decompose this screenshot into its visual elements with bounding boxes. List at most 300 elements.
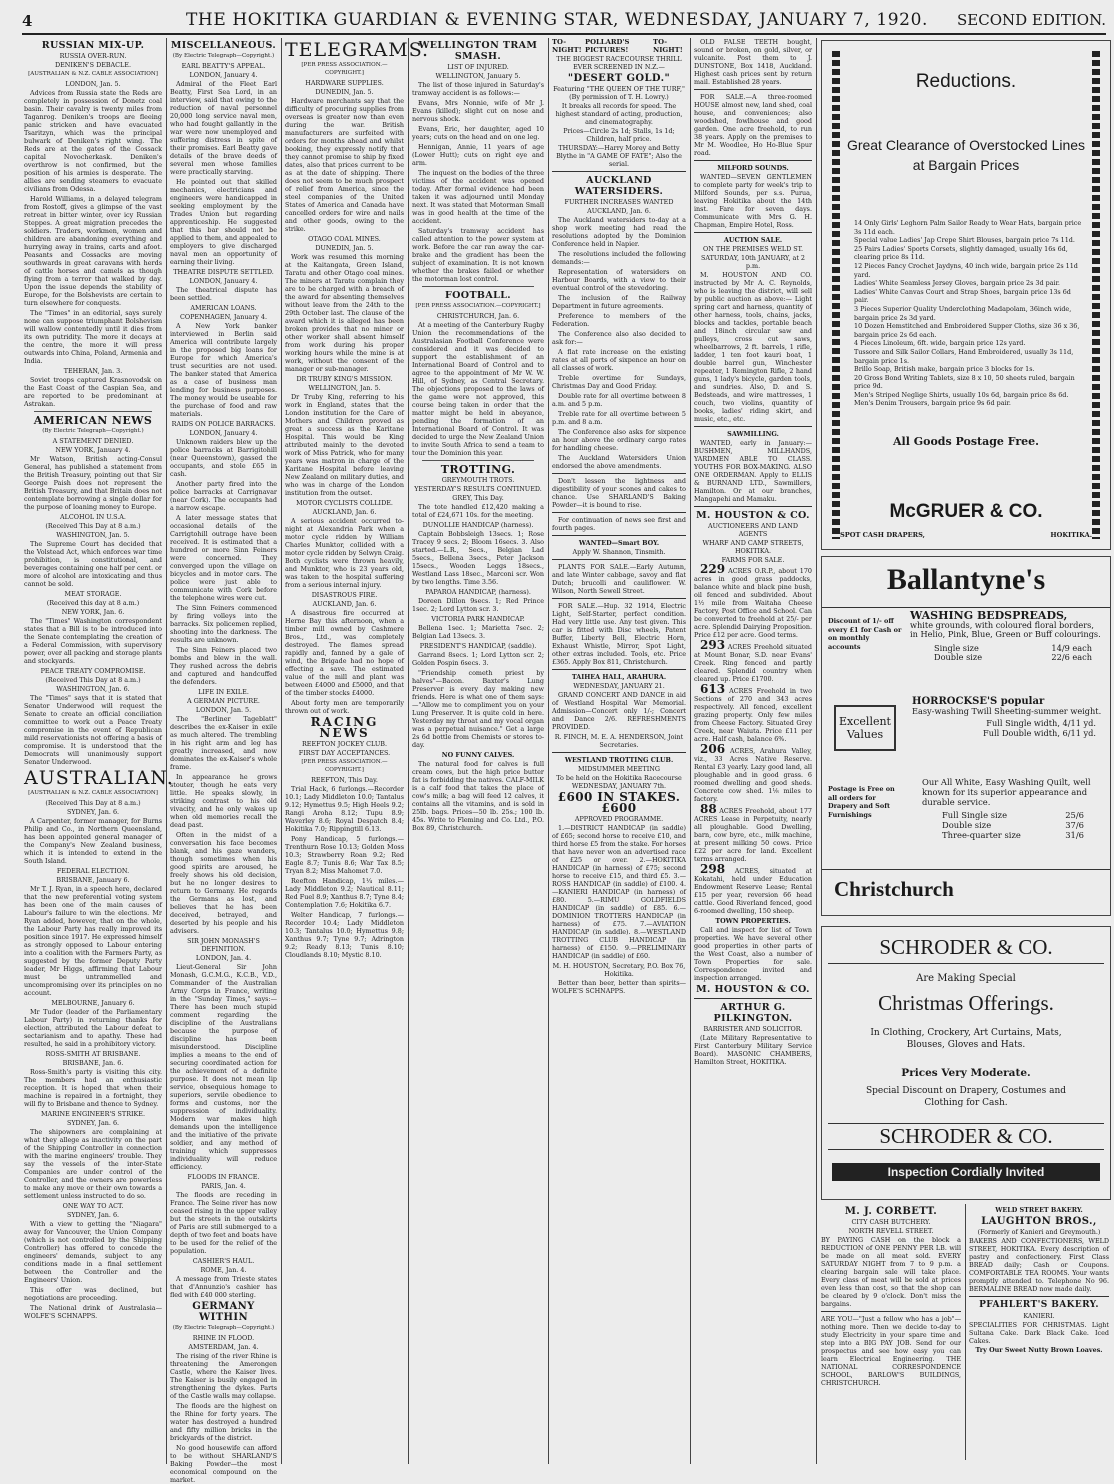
film-title: "DESERT GOLD.": [567, 73, 671, 84]
article-paragraph: Saturday's tramway accident has called attention to the power system at work. Before the car ran away the car-brake and the gradient has been the subject of examination. It is not known whether the brakes failed or whether the motorman lost control.: [412, 227, 544, 283]
subhead: FURTHER INCREASES WANTED: [564, 198, 674, 206]
dateline: AUCKLAND, Jan. 6.: [312, 600, 377, 608]
headline-auckland-watersiders: AUCKLAND WATERSIDERS.: [574, 175, 664, 197]
subhead: YESTERDAY'S RESULTS CONTINUED.: [414, 485, 542, 493]
article-paragraph: The floods are the highest on the Rhine for forty years. The water has destroyed a hundred and fifty million bricks in the brickyards of the district.: [170, 1402, 277, 1442]
subhead: AMERICAN LOANS.: [190, 304, 257, 312]
advert-line: The National drink of Australasia—WOLFE'S SCHNAPPS.: [24, 1304, 162, 1320]
advert-heading: TOWN PROPERTIES.: [715, 917, 791, 925]
advert-heading: PFAHLERT'S BAKERY.: [979, 1300, 1099, 1310]
article-paragraph: Often in the midst of a conversation his face becomes blank, and his gaze wanders, though sometimes when his good spirits are aroused, he freely shows his old decision, but he no longer desires to return to Germany. He regards the Germans as lost, and believes that he has been deceived, betrayed, and deserted by his people and his advisers.: [170, 831, 277, 935]
subhead: RAIDS ON POLICE BARRACKS.: [171, 420, 276, 428]
advert-signature: R. FINCH, M. E. A. HENDERSON, Joint Secretaries.: [554, 733, 684, 749]
advert-heading: WELD STREET BAKERY.: [995, 1206, 1083, 1214]
article-paragraph: The inquest on the bodies of the three victims of the accident was opened today. After formal evidence had been taken it was adjourned until Monday next. It was stated that Motorman Small was in good health at the time of the accident.: [412, 169, 544, 225]
bedspreads-description: white grounds, with coloured floral borders, in Helio, Pink, Blue, Green or Buff colourings.: [910, 619, 1101, 640]
column-rule: [690, 38, 691, 1464]
subhead: SIR JOHN MONASH'S DEFINITION.: [187, 937, 260, 953]
article-paragraph: The list of those injured in Saturday's tramway accident is as follows:—: [412, 81, 544, 97]
article-paragraph: Treble rate for all overtime between 5 p.m. and 8 a.m.: [552, 410, 686, 426]
article-paragraph: A New York banker interviewed in Berlin said America will contribute largely in the proposed big loans for Europe for which America's trust securities are not used. The banker stated that America as a case of business man lending for business purposes. The money would be useable for the purchase of food and raw materials.: [170, 322, 277, 418]
farm-listing: [694, 638, 812, 683]
divider: [552, 559, 686, 560]
advert-heading: M. J. CORBETT.: [844, 1206, 938, 1217]
farm-listing: [694, 802, 812, 863]
advert-line: SPECIALITIES FOR CHRISTMAS. Light Sultana Cake. Dark Black Cake. Iced Cakes.: [969, 1321, 1109, 1345]
article-paragraph: A Carpenter, former manager, for Burns Philip and Co., in Northern Queensland, has been appointed general manager of the Company's New Zealand business, which it is intended to extend in the South Island.: [24, 817, 162, 865]
farm-listing: [694, 862, 812, 915]
farm-description: ACRES Freehold, about 177 ACRES Lease in Perpetuity, nearly all ploughable. Good Dwelling, barn, cow byre, etc., milk machine, at present milking 50 cows. Price £22 per acre for land. Excellent terms arranged.: [694, 807, 812, 863]
clearance-item: 14 Only Girls' Leghorn Palm Sailor Ready to Wear Hats, bargain price 3s 11d each.: [854, 219, 1082, 236]
race-title: DUNOLLIE HANDICAP (harness).: [422, 521, 534, 529]
tonight-label: TO-NIGHT!: [552, 38, 582, 54]
column-rule: [548, 38, 549, 1464]
article-paragraph: The shipowners are complaining at what they allege as inactivity on the part of the Shipping Controller in connection with the marine engineers' trouble. They say the vessels of the inter-State Companies are under control of the Controller, and the owners are powerless to make any move or their own towards a settlement unless instructed to do so.: [24, 1128, 162, 1200]
farm-description: ACRES Freehold situated at Mount Bonar, S.D. near Evans' Creek. Ring fenced and partly cleared. Splendid country when cleared up. Price £1700.: [694, 643, 812, 683]
advert-line: ARE YOU—"Just a fellow who has a job"—nothing more. Then we decide to-day to study Electricity in your spare time and step into a BIG PAY JOB. Send for our prospectus and see how easy you can learn Electrical Engineering. THE NATIONAL CORRESPONDENCE SCHOOL, BARLOW'S BUILDINGS, CHRISTCHURCH.: [821, 1315, 961, 1387]
divider: [422, 286, 534, 287]
dateline: LONDON, Jan. 4.: [195, 954, 252, 962]
divider: [821, 1311, 961, 1312]
size-label: Three-quarter size: [942, 830, 1021, 840]
advert-heading: WANTED—Smart BOY.: [578, 539, 660, 547]
advert-subhead: AUCTIONEERS AND LAND AGENTS: [708, 522, 798, 538]
headline-trotting: TROTTING.: [440, 463, 516, 476]
advert-line: M. HOUSTON AND CO. instructed by Mr A. C. Reynolds, who is leaving the district, will sell by public auction as above:— Light spring cart and harness, quantity of other harness, tools, chains, jacks, blocks and tackles, portable beach and 18inch circular saw and pulleys, cross cut saws, wheelbarrows, 2 ft. barrels, 1 rifle, ladder, 1 ten foot kauri boat, 1 double barrel gun, Winchester repeater, 1 Remington Rifle, 2 hand guns, 1 lady's bicycle, garden tools, and sundries. Also, D. and S. Bedsteads, and wire mattresses, 1 couch, two violins, quantity of books, ladies' riding skirt, and music, etc., etc.: [694, 271, 812, 423]
sheeting-block: [912, 697, 1104, 738]
mcgruer-brand: McGRUER & CO.: [889, 501, 1043, 522]
article-paragraph: Evans, Mrs Nonnie, wife of Mr J. Evans (killed); slight cut on nose and nervous shock.: [412, 99, 544, 123]
dateline: LONDON, January 4.: [189, 71, 258, 79]
farm-acres: 229: [700, 562, 726, 576]
headline-football: FOOTBALL.: [444, 290, 512, 301]
advert-subhead: APPROVED PROGRAMME.: [574, 815, 664, 823]
pictures-banner: [552, 38, 686, 54]
stakes-banner: £600 IN STAKES. £600: [557, 790, 681, 815]
dateline: SYDNEY, Jan. 6.: [66, 1211, 120, 1219]
race-result: Doreen Dillon 9secs. 1; Red Prince 1sec. 2; Lord Lytton scr. 3.: [412, 597, 544, 613]
advert-date: SATURDAY, 10th JANUARY, at 2 p.m.: [700, 254, 805, 270]
dateline: ROME, Jan. 4.: [200, 1266, 247, 1274]
farm-description: ACRES O.R.P., about 170 acres in good grass paddocks, balance white and black pine bush, oil fenced and subdivided. About 1½ mile from Waitaha Cheese Factory, Post Office and School. Can be converted to freehold at 25/- per acre. Splendid Dairying Proposition. Price £12 per acre. Good terms.: [694, 567, 812, 639]
clearance-item: 25 Pairs Ladies' Sports Corsets, slightly damaged, usually 16s 6d, clearing price 8s 11d.: [854, 244, 1068, 262]
race-result: Bellena 1sec. 1; Marietta 7sec. 2; Belgian Lad 13secs. 3.: [412, 624, 544, 640]
subhead: FIRST DAY ACCEPTANCES.: [298, 749, 391, 757]
dateline: BRISBANE, Jan. 6.: [62, 1059, 124, 1067]
masthead-rule: [22, 33, 1106, 35]
advert-subhead: KANIERI.: [1023, 1312, 1055, 1320]
clearance-item: 10 Dozen Hemstitched and Embroidered Supper Cloths, size 36 x 36, bargain price 2s 6d each.: [854, 322, 1080, 339]
subhead: A STATEMENT DENIED.: [52, 437, 134, 445]
advert-line: WANTED, early in January:— BUSHMEN, MILLHANDS, YARDMEN ABLE TO CLASS. YOUTHS FOR BOX-MAKING. ALSO ONE ORDERMAN. Apply to ELLIS & BURNAND LTD., Sawmillers, Hamilton. Or at our branches, Mangapehi and Mamaku.: [694, 439, 812, 503]
price: 31/6: [1065, 830, 1084, 840]
divider: [552, 535, 686, 536]
size-label: Double size: [942, 820, 992, 830]
subhead: CASHIER'S HAUL.: [192, 1257, 255, 1265]
source-line: (By Electric Telegraph—Copyright.): [172, 1325, 275, 1331]
christmas-offerings: Christmas Offerings.: [878, 991, 1054, 1015]
postage-note: All Goods Postage Free.: [893, 435, 1039, 448]
source-line: (By Electric Telegraph—Copyright.): [42, 428, 144, 434]
clearance-item: Brillo Soap, British make, bargain price 3 blocks for 1s.: [854, 365, 1035, 374]
sheeting-price: Full Double width, 6/11 yd.: [983, 727, 1096, 738]
bedspreads-block: [910, 611, 1104, 663]
article-paragraph: At a meeting of the Canterbury Rugby Union the recommendations of the Australasian Football Conference were considered and it was decided to support the establishment of an International Board of Control and to agree to the appointment of Mr W. W. Hill, of Sydney, as Central Secretary. The objections proposed to the laws of the game were not approved, this course being taken in order that the matter might be held in abeyance, pending the formation of an International Board of Control. It was decided to urge the New Zealand Union to invite South Africa to send a team to tour the Dominion this year.: [412, 321, 544, 457]
clearance-item: Ladies' White Seamless Jersey Gloves, bargain price 2s 3d pair.: [854, 279, 1060, 288]
article-paragraph: Mr Watson, British acting-Consul General, has published a statement from the British Treasury, pointing out that Sir George Paish does not represent the British Treasury, and that Britain does not contemplate borrowing a single dollar for the purpose of loaning money to Europe.: [24, 455, 162, 511]
article-paragraph: A later message states that occasional details of the Carrigtohill outrage have been received. It is estimated that a hundred or more Sinn Feiners were concerned. They converged upon the village on bicycles and in motor cars. The police were just able to communicate with Cork before the telephone wires were cut.: [170, 514, 277, 602]
column-rule: [965, 1204, 966, 1460]
subhead: LIST OF INJURED.: [447, 63, 509, 71]
source-line: [AUSTRALIAN & N.Z. CABLE ASSOCIATION]: [28, 790, 158, 796]
subhead: LIFE IN EXILE.: [198, 688, 249, 696]
clearance-item: 3 Pieces Superior Quality Underclothing Madapolam, 36inch wide, bargain price 2s 3d yard.: [854, 304, 1072, 322]
race-result: Captain Bobbsleigh 13secs. 1; Rose Tracey 9 secs. 2; Bloom 16secs. 3. Also started.—L.R., Secs., Belgian Lad 5secs., Bellena 3secs., Peter Jackson 15secs., Wooden Leggs 18secs., Westland Lass 18sec., Marconi scr. Won by two lengths. Time 3.56.: [412, 530, 544, 586]
sheeting-description: Easy-washing Twill Sheeting-summer weight.: [912, 705, 1102, 716]
sheeting-price: Full Single width, 4/11 yd.: [986, 718, 1096, 729]
column-3: [285, 38, 430, 1464]
divider: [822, 607, 1110, 608]
article-paragraph: The "Times" says that it is stated that Senator Underwood will request the Senate to create an official conciliation committee to work out a Peace Treaty compromise in the event of Republican mild reservationists not offering a basis of compromise. It is understood that the Democrats will unanimously support Senator Underwood.: [24, 694, 162, 766]
headline-tram-smash: WELLINGTON TRAM SMASH.: [418, 40, 538, 62]
article-paragraph: A message from Trieste states that d'Annunzio's cashier has fled with £40 000 sterling.: [170, 1275, 277, 1299]
pollards-label: POLLARD'S PICTURES!: [584, 38, 630, 54]
farm-listing: [694, 742, 812, 803]
article-paragraph: The rising of the river Rhine is threatening the Amerongen Castle, where the Kaiser lives. The Kaiser is busily engaged in strengthening the dykes. Parts of the Castle walls may collapse.: [170, 1352, 277, 1400]
advert-line: OLD FALSE TEETH bought, sound or broken, on gold, silver, or vulcanite. Post them to J. DUNSTONE, Box 1418, Auckland. Highest cash prices sent by return mail. Established 28 years.: [694, 38, 812, 86]
brand-footer: [840, 531, 1092, 539]
advert-line: For continuation of news see first and fourth pages.: [552, 516, 686, 532]
article-paragraph: He pointed out that skilled mechanics, electricians and engineers were handicapped in seeking employment by the Trades Union but regarding apprenticeship. He suggested that this bar should not be applied to them, and appealed to employers to give discharged naval men an opportunity of earning their living.: [170, 178, 278, 266]
border-ornament: [1092, 51, 1100, 539]
dateline: SYDNEY, Jan. 6.: [66, 1119, 120, 1127]
article-paragraph: The Conference also asks for sixpence an hour above the ordinary cargo rates for handling cheese.: [552, 428, 686, 452]
dateline: WELLINGTON, Jan. 5.: [308, 384, 381, 392]
divider: [694, 998, 812, 999]
headline-racing-news: RACING NEWS: [310, 715, 379, 740]
divider: [694, 160, 812, 161]
subhead: DR TRUBY KING'S MISSION.: [296, 375, 393, 383]
farm-acres: 613: [700, 682, 726, 696]
subhead: THEATRE DISPUTE SETTLED.: [173, 268, 274, 276]
article-paragraph: Representation of watersiders on Harbour Boards, with a view to their eventual control of the stevedoring.: [552, 268, 686, 292]
farm-description: ACRES Freehold in two Sections of 270 and 343 acres respectively. All fenced, excellent grazing property. Only few miles from Cheese Factory. Situated Grey Creek, near Waiuta. Price £11 per acre. Half cash, balance 6%.: [694, 687, 812, 743]
article-paragraph: Evans, Eric, her daughter, aged 10 years; cuts on the head and on one leg.: [412, 125, 544, 141]
advert-heading: TAIHEA HALL, ARAHURA.: [571, 673, 667, 681]
bedspreads-heading: WASHING BEDSPREADS,: [910, 609, 1068, 622]
masthead: [0, 0, 1114, 34]
divider: [694, 89, 812, 90]
farm-description: ACRES, Arahura Valley, viz., 33 Acres Native Reserve. Rental £3 yearly. Lazy good land, all ploughable and in good grass. 6 roomed dwelling and good sheds. Concrete cow shed. 1⅛ miles to factory.: [694, 747, 812, 803]
advert-subhead: ON THE PREMISES WELD ST.: [702, 245, 804, 253]
divider: [552, 752, 686, 753]
farm-acres: 206: [700, 742, 726, 756]
advert-line: BAKERS AND CONFECTIONERS, WELD STREET, HOKITIKA. Every description of pastry and confectionery. First Class BREAD daily; Cash or Coupons. COMFORTABLE TEA ROOMS. Your wants promptly attended to. Telephone No 96. BERMALINE BREAD now made daily.: [969, 1237, 1109, 1293]
article-paragraph: Double rate for all overtime between 8 a.m. and 5 p.m.: [552, 392, 686, 408]
subhead: PEACE TREATY COMPROMISE.: [40, 667, 146, 675]
column-5: [552, 38, 686, 1464]
advert-line: (Late Military Representative to First Canterbury Military Service Board). MASONIC CHAMBERS, Hamilton Street, HOKITIKA.: [694, 1034, 812, 1066]
subhead: ALCOHOL IN U.S.A.: [60, 513, 126, 521]
article-paragraph: The Sinn Feiners placed two bombs and blew in the wall. They rushed across the debris and captured and handcuffed the defenders.: [170, 646, 277, 686]
article-paragraph: Welter Handicap, 7 furlongs.—Recorder 10.4; Lady Middleton 10.3; Tantalus 10.0; Hymettus 9.8; Xanthus 9.7; Tyne 9.7; Adrington 9.2; Ready 8.13; Tunis 8.10; Cloudlands 8.10; Mystic 8.10.: [285, 911, 404, 959]
article-paragraph: Work was resumed this morning at the Kaitangata, Green Island, Taratu and other Otago coal mines. The miners at Taratu complain they are to be charged with a breach of the award for absenting themselves without leave from the 24th to the 29th October last. The clause of the award which it is alleged has been broken provides that no miner or other worker shall absent himself from work during his proper working hours while the mine is at work, without the consent of the manager or sub-manager.: [285, 253, 404, 373]
headline-australian: AUSTRALIAN.: [24, 767, 174, 789]
article-paragraph: The floods are receding in France. The Seine river has now ceased rising in the upper valley but the streets in the outskirts of Paris are still submerged to a depth of two feet and boats have to be used for the relief of the population.: [170, 1191, 277, 1255]
advert-line: The natural food for calves is full cream cows, but the high price butter fat is forbidding the natives. CALF-MILK is a calf food that takes the place of cow's milk; a bag will feed 12 calves, it contains all the vitamins, and is sold in 25lb. bags. Prices—50 lb. 25s.; 100 lb. 45s. Write to Fleming and Co. Ltd., P.O. Box 89, Christchurch.: [412, 760, 544, 832]
schroder-brand: SCHRODER & CO.: [828, 935, 1104, 964]
advert-subhead: FARMS FOR SALE.: [721, 556, 785, 564]
dateline: LONDON, January 4.: [189, 429, 258, 437]
film-credit: Featuring "THE QUEEN OF THE TURF," (By permission of T. H. Lowry.): [553, 85, 685, 101]
column-rule: [281, 38, 282, 1464]
clearance-item: Tussore and Silk Sailor Collars, Hand Embroidered, usually 3s 11d, bargain price 1s.: [854, 347, 1074, 365]
article-paragraph: The tote handled £12,420 making a total of £24,671 10s. for the meeting.: [412, 503, 544, 519]
quilt-block: [922, 777, 1104, 840]
subhead: EARL BEATTY'S APPEAL.: [181, 62, 266, 70]
advert-heading: LAUGHTON BROS.,: [981, 1216, 1097, 1227]
article-paragraph: Hardware merchants say that the difficulty of procuring supplies from overseas is greater now than even during the war. British manufacturers are surfeited with orders for months ahead and whilst booking, they expressly notify that they cannot promise to ship by fixed dates, also that prices current to be as at the date of shipping. There does not seem to be much prospect of relief from America, since the steel companies of the United States of America and Canada have cancelled orders for wire and nails and other goods, owing to the strike.: [285, 97, 404, 233]
clearance-item: 20 Gross Bond Writing Tablets, size 8 x 10, 50 sheets ruled, bargain price 9d.: [854, 373, 1075, 391]
received-note: (Received This Day at 8 a.m.): [45, 522, 141, 530]
newspaper-title: THE HOKITIKA GUARDIAN & EVENING STAR, WEDNESDAY, JANUARY 7, 1920.: [185, 10, 929, 30]
clearance-item: 4 Pieces Linoleum, 6ft. wide, bargain price 12s yard.: [854, 339, 1026, 348]
advert-signature: M. H. HOUSTON, Secretary, P.O. Box 76, Hokitika.: [552, 962, 686, 978]
ballantynes-title: Ballantyne's: [886, 563, 1046, 596]
article-paragraph: A disastrous fire occurred at Herne Bay this afternoon, when a timber mill owned by Cashmere Bros., Ltd., was completely destroyed. The flames spread rapidly and, fanned by a gale of wind, the Brigade had no hope of effecting a save. The estimated value of the mill and plant was between £4000 and £5000, and that of the timber stocks £4000.: [285, 609, 404, 697]
divider: [694, 506, 812, 507]
column-rule: [408, 38, 409, 1464]
subhead: ROSS-SMITH AT BRISBANE.: [45, 1050, 141, 1058]
dateline: SYDNEY, Jan. 6.: [66, 808, 120, 816]
dateline: LONDON, January 4.: [189, 277, 258, 285]
article-paragraph: Another party fired into the police barracks at Carrignavar (near Cork). The occupants had a narrow escape.: [170, 480, 277, 512]
article-paragraph: Reefton Handicap, 1¼ miles.—Lady Middleton 9.2; Nautical 8.11; Red Fuel 8.9; Xanthus 8.7; Tyne 8.4; Contemplation 7.6; Hokitika 6.7.: [285, 877, 404, 909]
divider: [422, 460, 534, 461]
article-paragraph: Trial Hack, 6 furlongs.—Recorder 10.1; Lady Middleton 10.0; Tantalus 9.12; Hymettus 9.5; High Heels 9.2; Rangi Aroha 8.12; Tupu 8.9; Waverley 8.6; Royal Despatch 8.4; Hokitika 7.0; Rippingtill 6.13.: [285, 785, 404, 833]
inspection-invited: Inspection Cordially Invited: [832, 1163, 1100, 1181]
dateline: NEW YORK, January 4.: [55, 446, 131, 454]
subhead: MEAT STORAGE.: [64, 590, 122, 598]
dateline: LONDON, Jan. 5.: [65, 80, 121, 88]
article-paragraph: Ross-Smith's party is visiting this city. The members had an enthusiastic reception. It is hoped that when their machine is repaired in a fortnight, they will fly to Brisbane and thence to Sydney.: [24, 1068, 162, 1108]
clearance-item: Men's Striped Neglige Shirts, usually 10s 6d, bargain price 8s 6d.: [854, 390, 1069, 399]
subhead: GREYMOUTH TROTS.: [441, 476, 515, 484]
subhead: RHINE IN FLOOD.: [192, 1334, 255, 1342]
column-1: [24, 38, 174, 1464]
article-paragraph: Unknown raiders blew up the police barracks at Barrigitohill (near Queenstown), gassed the occupants, and stole £65 in cash.: [170, 438, 277, 478]
article-paragraph: The Supreme Court has decided that the Volstead Act, which enforces war time prohibition, is constitutional, and beverages containing one half per cent. or more of alcohol are intoxicating and thus cannot be sold.: [24, 540, 162, 588]
advert-heading: AUCTION SALE.: [723, 236, 783, 244]
price: 25/6: [1065, 810, 1084, 820]
advert-subhead: MIDSUMMER MEETING: [578, 765, 660, 773]
discount-note: Discount of 1/- off every £1 for Cash or on monthly accounts: [828, 617, 902, 651]
article-paragraph: In appearance he grows stouter, though he eats very little. He speaks slowly, in striking contrast to his old vivacity, and he only wakes up when old memories recall the dead past.: [170, 773, 277, 829]
headline-american: AMERICAN NEWS: [33, 414, 153, 427]
divider: [552, 512, 686, 513]
dateline: WELLINGTON, January 5.: [435, 72, 521, 80]
article-paragraph: Advices from Russia state the Reds are completely in possession of Donetz coal basin. Their cavalry is twenty miles from Taganrog. Deniken's troops are fleeing panic stricken and have evacuated Tsaritzyn, which was the principal bulwark of Deniken's right wing. The Reds are at the gates of the Cossack capital Novocherkask. Deniken's overthrow is not confirmed, but the position of his armies is desperate. The allies are sending steamers to evacuate civilians from Odessa.: [24, 89, 162, 193]
subhead: RUSSIA OVER-RUN.: [59, 52, 127, 60]
quilt-description: Our All White, Easy Washing Quilt, well known for its superior appearance and durable service.: [922, 777, 1091, 807]
dateline: CHRISTCHURCH, Jan. 6.: [436, 312, 520, 320]
race-title: PAPAROA HANDICAP, (harness).: [425, 588, 531, 596]
race-result: Garrand 8secs. 1; Lord Lytton scr. 2; Golden Pospin 6secs. 3.: [412, 651, 544, 667]
advert-subhead: CITY CASH BUTCHERY.: [851, 1218, 931, 1226]
mcgruer-reductions-advert: [821, 40, 1111, 550]
column-rule: [816, 38, 817, 1464]
advert-title: Reductions.: [915, 71, 1017, 92]
advert-address: WHARF AND CAMP STREETS, HOKITIKA.: [702, 539, 804, 555]
article-paragraph: Dr Truby King, referring to his work in England, states that the London institution for the Care of Mothers and Children proved as great a success as the Karitane Hospital. This would be King attributed mainly to the devoted work of Miss Patrick, who for many years was matron in charge of the Karitane Hospital before leaving New Zealand on military duties, and who was in charge of the London institution from the outset.: [285, 393, 404, 497]
dateline: BRISBANE, January 6.: [56, 876, 130, 884]
advert-line: WANTED—SEVEN GENTLEMEN to complete party for week's trip to Milford Sounds, per s.s. Purua, leaving Hokitika about the 14th inst. Fare for seven days. Communicate with Mrs G. H. Chapman, Empire Hotel, Ross.: [694, 173, 812, 229]
schroder-lines: In Clothing, Crockery, Art Curtains, Mats, Blouses, Gloves and Hats.: [870, 1028, 1062, 1050]
subhead: FEDERAL ELECTION.: [56, 867, 130, 875]
excellent-values-badge: Excellent Values: [834, 705, 896, 751]
schroder-advert: [821, 926, 1111, 1200]
advert-heading: WESTLAND TROTTING CLUB.: [564, 756, 674, 764]
clearance-item: Special value Ladies' Jap Crepe Shirt Blouses, bargain price 7s 11d.: [854, 236, 1075, 245]
headline-russian: RUSSIAN MIX-UP.: [41, 40, 145, 51]
article-paragraph: The Auckland Watersiders Union endorsed the above amendments.: [552, 454, 686, 470]
race-title: PRESIDENT'S HANDICAP, (saddle).: [419, 642, 537, 650]
subhead: HARDWARE SUPPLIES.: [305, 79, 384, 87]
subhead: DISASTROUS FIRE.: [311, 591, 378, 599]
article-paragraph: A flat rate increase on the existing rates at all ports of sixpence an hour on all classes of work.: [552, 348, 686, 372]
subhead: FLOODS IN FRANCE.: [187, 1173, 260, 1181]
advert-subtitle: Great Clearance of Overstocked Lines at Bargain Prices: [846, 137, 1086, 173]
advert-line: Try Our Sweet Nutty Brown Loaves.: [975, 1346, 1103, 1354]
advert-line: Call and inspect for list of Town properties. We have several other good properties in other parts of the West Coast, also a number of Town Properties for sale. Correspondence invited and inspection arranged.: [694, 926, 812, 982]
article-paragraph: The "Berliner Tageblatt" describes the ex-Kaiser in exile as much altered. The trembling in his right arm and leg has greatly increased, and now dominates the ex-Kaiser's whole frame.: [170, 715, 277, 771]
size-label: Double size: [934, 652, 983, 663]
advert-subhead: (Formerly of Kanieri and Greymouth.): [977, 1228, 1101, 1236]
advert-heading: ARTHUR G. PILKINGTON.: [713, 1002, 793, 1024]
subhead: A GERMAN PICTURE.: [187, 697, 260, 705]
corbett-advert: [821, 1204, 961, 1460]
tonight-label: TO-NIGHT!: [653, 38, 683, 54]
received-note: (Received this day at 8 a.m.): [46, 599, 140, 607]
headline-miscellaneous: MISCELLANEOUS.: [170, 40, 277, 51]
dateline: DUNEDIN, Jan. 5.: [315, 244, 374, 252]
subhead: MOTOR CYCLISTS COLLIDE.: [296, 499, 393, 507]
advert-line: No good housewife can afford to be without SHARLAND'S Baking Powder—the most economical compound on the market.: [170, 1444, 277, 1484]
article-paragraph: Admiral of the Fleet Earl Beatty, First Sea Lord, in an interview, said that owing to the reduction of naval personnel 20,000 long service naval men, who had fought gallantly in the war were now unemployed and suffering distress in spite of their promises. Earl Beatty gave details of the brave deeds of several men whose families were practically starving.: [170, 80, 277, 176]
received-note: (Received This Day at 8 a.m.): [45, 676, 141, 684]
film-thursday: THURSDAY:—Harry Morey and Betty Blythe in "A GAME OF FATE"; Also the serial.: [556, 144, 682, 168]
advert-subhead: BARRISTER AND SOLICITOR.: [703, 1025, 803, 1033]
schroder-brand-2: SCHRODER & CO.: [828, 1123, 1104, 1150]
source-line: [PER PRESS ASSOCIATION.—COPYRIGHT.]: [301, 62, 388, 76]
dateline: AUCKLAND, Jan. 6.: [587, 207, 651, 215]
advert-line: "Friendship cometh priest by halves"—Bacon. Baxter's Lung Preserver is every day making new friends. Here is what one of them says:—"Allow me to compliment you on your Lung Preserver. It is quite cold in here. Yesterday my throat and my vocal organ was a perpetual nuisance." Get a large 2s 6d bottle from Chemists or stores to-day.: [412, 669, 544, 749]
race-title: VICTORIA PARK HANDICAP.: [431, 615, 525, 623]
prices-moderate: Prices Very Moderate.: [901, 1067, 1031, 1079]
ballantynes-city: Christchurch: [834, 877, 954, 901]
dateline: NEW YORK, Jan. 6.: [61, 608, 125, 616]
divider: [694, 232, 812, 233]
tagline: THE BIGGEST RACECOURSE THRILL EVER SCREENED IN N.Z.—: [556, 55, 682, 71]
advert-heading: M. HOUSTON & CO.: [696, 510, 810, 521]
border-ornament: [832, 51, 840, 539]
price: 37/6: [1065, 820, 1084, 830]
divider: [552, 669, 686, 670]
article-paragraph: The Sinn Feiners commenced by firing volleys into the barracks. Six policemen replied, shooting into the darkness. The results are unknown.: [170, 604, 277, 644]
article-paragraph: Harold Williams, in a delayed telegram from Rostoff, gives a glimpse of the vast retreat in bitter winter, over icy Russian Steppes. A great migration precedes the soldiers. Traders, workmen, women and children are abandoning everything and hurrying away in trains, carts and afoot. Peasants and Cossacks are moving southwards in great caravans with herds of cattle horses and camels as though flying from a terror that walked by day. Upon the issue depends the stability of Europe, for the Bolshevists are certain to turn elsewhere for conquests.: [24, 195, 162, 307]
subhead: OTAGO COAL MINES.: [308, 235, 381, 243]
clearance-item: 12 Pieces Fancy Crochet Jaydyns, 40 inch wide, bargain price 2s 11d yard.: [854, 261, 1078, 279]
bottom-adverts: [821, 1204, 1109, 1460]
divider: [822, 869, 1110, 870]
divider: [552, 598, 686, 599]
article-paragraph: The "Times" in an editorial, says surely none can suppose triumphant Bolshevism will wallow contentedly until it dies from its own putridity. The more it decays at the centre, the more it will press outwards into China, Poland, Armenia and India.: [24, 309, 162, 365]
page-number: 4: [22, 12, 33, 30]
article-paragraph: The Auckland watersiders to-day at a shop work meeting had read the resolutions adopted by the Dominion Conference held in Napier.: [552, 216, 686, 248]
article-paragraph: The Conference also also decided to ask for:—: [552, 330, 686, 346]
clearance-list: [854, 219, 1086, 408]
postage-note: Postage is Free on all orders for Drapery and Soft Furnishings: [828, 785, 895, 819]
column-rule: [166, 38, 167, 1464]
headline-germany: GERMANY WITHIN: [192, 1301, 255, 1323]
subhead: NO FUNNY CALVES.: [441, 751, 515, 759]
advert-line: To be held on the Hokitika Racecourse WEDNESDAY, JANUARY 7th.: [556, 774, 682, 790]
price: 22/6 each: [1051, 652, 1092, 663]
sheeting-heading: HORROCKSE'S popular: [912, 696, 1045, 707]
article-paragraph: Hennigan, Annie, 11 years of age (Lower Hutt); cuts on right eye and arm.: [412, 143, 544, 167]
farm-acres: 298: [700, 862, 726, 876]
laughton-advert: [969, 1204, 1109, 1460]
divider: [552, 171, 686, 172]
divider: [552, 473, 686, 474]
advert-line: PLANTS FOR SALE.—Early Autumn, and late Winter cabbage, savoy and flat Dutch; brucolli and cauliflower. W. Wilson, North Sewell Street.: [552, 563, 686, 595]
article-paragraph: Soviet troops captured Krasnovodsk on the East Coast of the Caspian Sea, and are reported to be predominant at Astrakan.: [24, 376, 162, 408]
column-4: [412, 38, 544, 1464]
special-discount: Special Discount on Drapery, Costumes and Clothing for Cash.: [865, 1086, 1067, 1108]
advert-line: BY PAYING CASH on the block a REDUCTION of ONE PENNY PER LB. will be made on all meat sold. EVERY SATURDAY NIGHT from 7 to 9 p.m. a clearing bargain sale will take place. Every class of meat will be sold at prices even less than cost, so that the shop can be cleared by 9 o'clock. Don't miss the bargains.: [821, 1236, 961, 1308]
dateline: PARIS, Jan. 4.: [201, 1182, 246, 1190]
dateline: WASHINGTON, Jan. 6.: [56, 685, 130, 693]
divider: [969, 1296, 1109, 1297]
source-line: [PER PRESS ASSOCIATION.—COPYRIGHT.]: [415, 303, 541, 309]
article-paragraph: Lieut-General Sir John Monash, G.C.M.G., K.C.B., V.D., Commander of the Australian Army Corps in France, writing in the "Sunday Times," says:—There has been much stupid comment regarding the discipline of the Australians because the purpose of discipline has been misunderstood. Discipline implies a means to the end of securing coordinated action for the achievement of a definite purpose. It does not mean lip service, obsequious homage to superiors, servile obedience to forms and customs, nor the suppression of individuality. Modern war makes high demands upon the intelligence and the initiative of the private soldier, and any method of training which suppresses individuality will reduce efficiency.: [170, 963, 277, 1171]
edition-label: SECOND EDITION.: [957, 11, 1106, 29]
advert-address: NORTH REVELL STREET.: [848, 1227, 934, 1235]
article-paragraph: The "Times" Washington correspondent states that a Bill is to be introduced into the Senate contemplating the creation of a Federal Commission, with supervisory power, over all packing and storage plants and stockyards.: [24, 617, 162, 665]
farm-acres: 88: [700, 802, 717, 816]
article-paragraph: The inclusion of the Railway Department in future agreements.: [552, 294, 686, 310]
film-note: It breaks all records for speed. The highest standard of acting, production, and cinematography.: [555, 102, 683, 126]
article-paragraph: Mr Tudor (leader of the Parliamentary Labour Party) in returning thanks for election, attributed the Labour defeat to sectarianism and to apathy. These had resulted, he said in a prohibitory victory.: [24, 1008, 162, 1048]
column-6: [694, 38, 812, 1464]
source-line: [PER PRESS ASSOCIATION.—COPYRIGHT.]: [301, 759, 388, 773]
dateline: REEFTON, This Day.: [311, 776, 378, 784]
article-paragraph: A serious accident occurred to-night at Alexandria Park when a motor cycle ridden by William Charles Munktor, collided with a motor cycle ridden by Selwyn Craig. Both cyclists were thrown heavily, and Munktor, who is 23 years old, was taken to the hospital suffering from a serious internal injury.: [285, 517, 404, 589]
advert-heading: MILFORD SOUNDS.: [717, 164, 789, 172]
size-label: Full Single size: [942, 810, 1008, 820]
divider: [694, 426, 812, 427]
dateline: TEHERAN, Jan. 3.: [63, 367, 123, 375]
article-paragraph: With a view to getting the "Niagara" away for Vancouver, the Union Company (which is not controlled by the Shipping Controller) has offered to concede the engineers' demands, subject to any conditions made in a final settlement between the Controller and the Engineers' Union.: [24, 1220, 162, 1284]
race-programme: 1.—DISTRICT HANDICAP (in saddle) of £65; second horse to receive £10, and third horse £5 from the stake. For horses that have never won an advertised race of £25 or over. 2.—HOKITIKA HANDICAP (in harness) of £75; second horse to receive £15, and third £5. 3.—ROSS HANDICAP (in saddle) of £100. 4.—KANIERI HANDICAP (in harness) of £80. 5.—RIMU GOLDFIELDS HANDICAP (in saddle) of £85. 6.—DOMINION TROTTERS HANDICAP (in harness) of £75. 7.—AVIATION HANDICAP (in saddle). 8.—WESTLAND TROTTING CLUB HANDICAP (in harness) of £150. 9.—PRELIMINARY HANDICAP (in saddle) of £60.: [552, 824, 686, 960]
article-paragraph: The resolutions included the following demands:—: [552, 250, 686, 266]
clearance-item: Ladies' White Canvas Court and Strap Shoes, bargain price 13s 6d pair.: [854, 287, 1071, 305]
article-paragraph: About forty men are temporarily thrown out of work.: [285, 699, 404, 715]
advert-line: FOR SALE.—Hup. 32 1914, Electric Light, Self-Starter, perfect condition. Had very little use. Any test given. This car is fitted with Disc wheels, Patent Buffer, Liberty Bell, Electric Horn, Exhaust Whistle, Mirror, Spot Light, other extras included. Tools, etc. Price £365. Apply Box 811, Christchurch.: [552, 602, 686, 666]
dateline: MELBOURNE, January 6.: [51, 999, 135, 1007]
clearance-item: Men's Denim Trousers, bargain price 9s 6d pair.: [854, 399, 1011, 408]
dateline: AMSTERDAM, Jan. 4.: [188, 1343, 259, 1351]
